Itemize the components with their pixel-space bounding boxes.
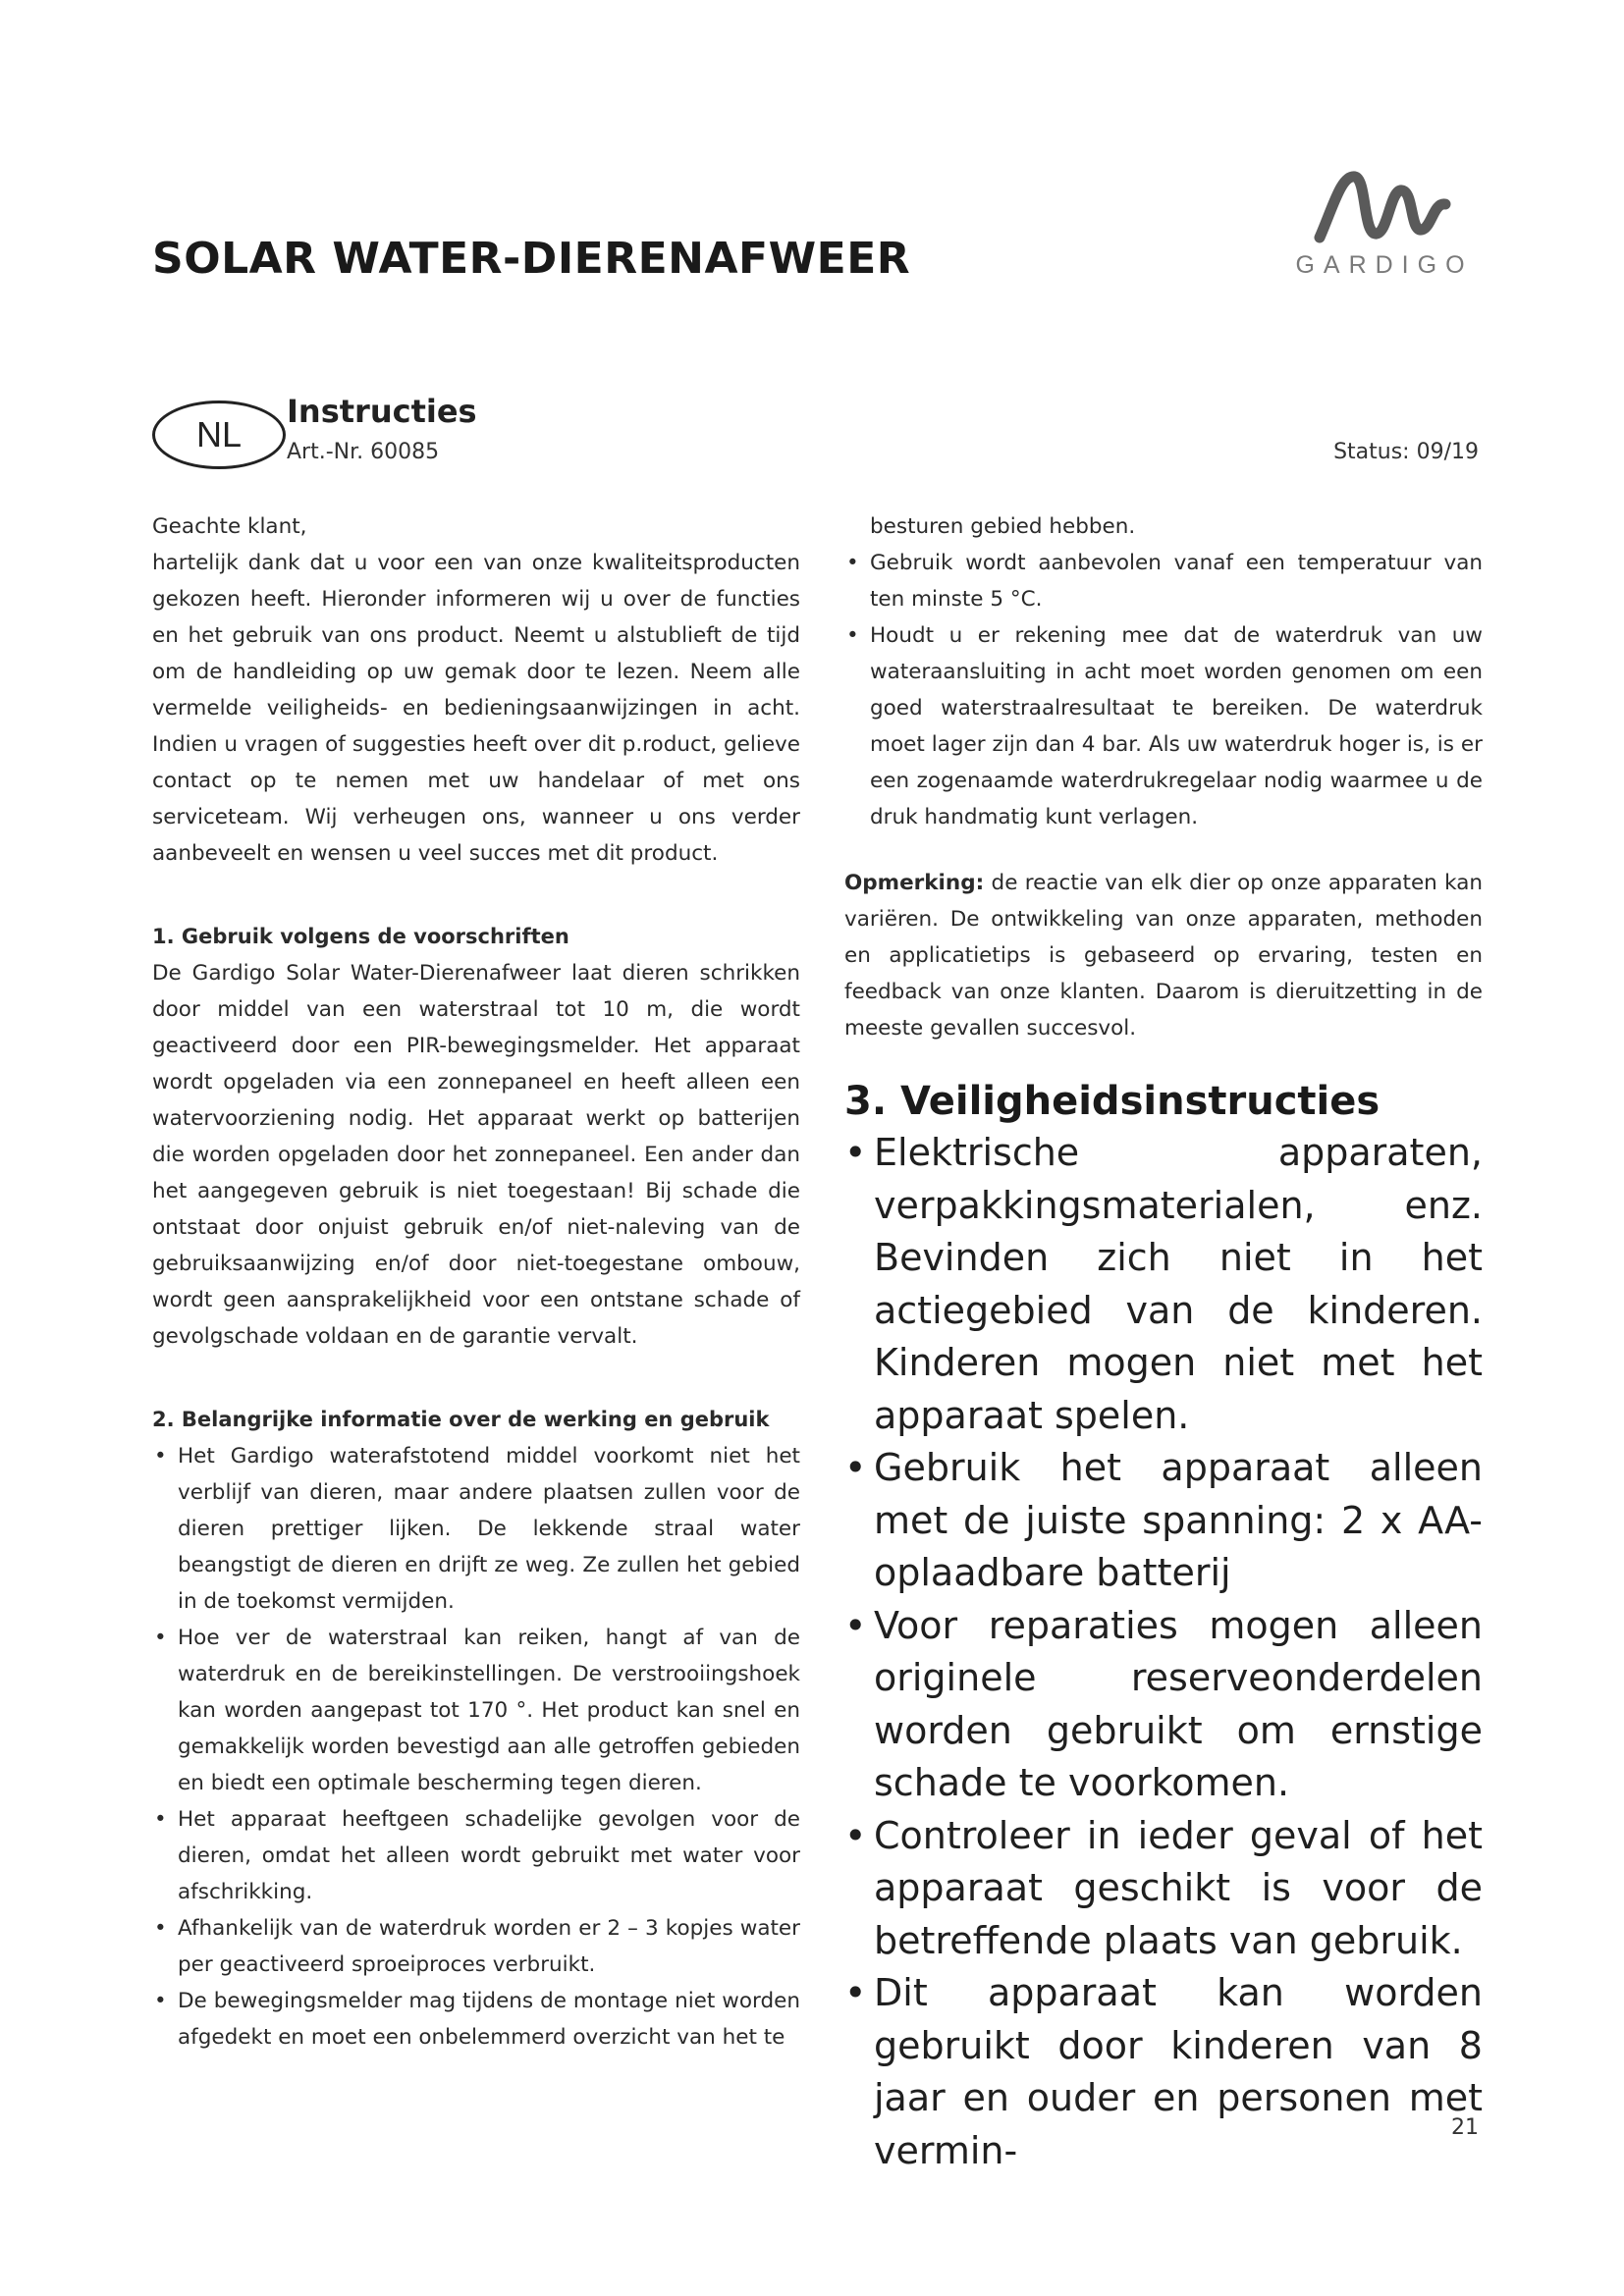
page-number: 21 (1451, 2115, 1479, 2140)
list-item: • Het Gardigo waterafstotend middel voorkomt niet het verblijf van dieren, maar andere plaatsen zullen voor de dieren prettiger lijken. De lekkende straal water beangstigt de dieren en drijft ze weg. Ze zullen het gebied in de toekomst vermijden. (152, 1438, 800, 1620)
list-item: • Dit apparaat kan worden gebruikt door kinderen van 8 jaar en ouder en personen met vermin- (844, 1967, 1483, 2177)
section-1-heading: 1. Gebruik volgens de voorschriften (152, 925, 569, 948)
logo-wordmark: GARDIGO (1295, 251, 1474, 279)
section-2-list (152, 1438, 800, 2056)
note-paragraph (844, 865, 1483, 1046)
right-column (844, 508, 1483, 2177)
intro-text: hartelijk dank dat u voor een van onze kwaliteitsproducten gekozen heeft. Hieronder informeren wij u over de functies en het gebruik van ons product. Neemt u alstublieft de tijd om de handleiding op uw gemak door te lezen. Neem alle vermelde veiligheids- en bedieningsaanwijzingen in acht. Indien u vragen of suggesties heeft over dit p.roduct, gelieve contact op te nemen met uw handelaar of met ons serviceteam. Wij verheugen ons, wanneer u ons verder aanbeveelt en wensen u veel succes met dit product. (152, 551, 800, 866)
note-text: de reactie van elk dier op onze apparaten kan variëren. De ontwikkeling van onze apparaten, methoden en applicatietips is gebaseerd op ervaring, testen en feedback van onze klanten. Daarom is dieruitzetting in de meeste gevallen succesvol. (844, 871, 1483, 1041)
gardigo-wave-icon (1312, 167, 1459, 247)
list-item: • Hoe ver de waterstraal kan reiken, hangt af van de waterdruk en de bereikinstellingen. De verstrooiingshoek kan worden aangepast tot 170 °. Het product kan snel en gemakkelijk worden bevestigd aan alle getroffen gebieden en biedt een optimale bescherming tegen dieren. (152, 1620, 800, 1801)
section-3-heading: 3. Veiligheidsinstructies (844, 1079, 1380, 1124)
document-title: SOLAR WATER-DIERENAFWEER (152, 234, 911, 284)
note-label: Opmerking: (844, 871, 985, 895)
instructions-heading: Instructies (287, 393, 477, 430)
section-2-list-continued (844, 545, 1483, 835)
list-item: • De bewegingsmelder mag tijdens de montage niet worden afgedekt en moet een onbelemmerd overzicht van het te (152, 1983, 800, 2056)
article-number: Art.-Nr. 60085 (287, 440, 440, 464)
list-item: • Controleer in ieder geval of het apparaat geschikt is voor de betreffende plaats van gebruik. (844, 1810, 1483, 1968)
section-1-text: De Gardigo Solar Water-Dierenafweer laat dieren schrikken door middel van een waterstraal tot 10 m, die wordt geactiveerd door een PIR-bewegingsmelder. Het apparaat wordt opgeladen via een zonnepaneel en heeft alleen een watervoorziening nodig. Het apparaat werkt op batterijen die worden opgeladen door het zonnepaneel. Een ander dan het aangegeven gebruik is niet toegestaan! Bij schade die ontstaat door onjuist gebruik en/of niet-naleving van de gebruiksaanwijzing en/of door niet-toegestane ombouw, wordt geen aansprakelijkheid voor een ontstane schade of gevolgschade voldaan en de garantie vervalt. (152, 961, 800, 1349)
language-badge: NL (152, 400, 286, 469)
list-item: • Gebruik wordt aanbevolen vanaf een temperatuur van ten minste 5 °C. (844, 545, 1483, 617)
left-column (152, 508, 800, 2056)
list-item: • Houdt u er rekening mee dat de waterdruk van uw wateraansluiting in acht moet worden genomen om een goed waterstraalresultaat te bereiken. De waterdruk moet lager zijn dan 4 bar. Als uw waterdruk hoger is, is er een zogenaamde waterdrukregelaar nodig waarmee u de druk handmatig kunt verlagen. (844, 617, 1483, 835)
section-2-heading: 2. Belangrijke informatie over de werking en gebruik (152, 1408, 770, 1431)
safety-list (844, 1127, 1483, 2177)
list-item: • Afhankelijk van de waterdruk worden er 2 – 3 kopjes water per geactiveerd sproeiproces verbruikt. (152, 1910, 800, 1983)
gardigo-logo (1286, 167, 1483, 285)
list-item: • Voor reparaties mogen alleen originele reserveonderdelen worden gebruikt om ernstige schade te voorkomen. (844, 1600, 1483, 1810)
list-item: • Elektrische apparaten, verpakkingsmaterialen, enz. Bevinden zich niet in het actiegebied van de kinderen. Kinderen mogen niet met het apparaat spelen. (844, 1127, 1483, 1442)
greeting: Geachte klant, (152, 514, 307, 539)
continuation-text: besturen gebied hebben. (870, 514, 1136, 539)
status-label: Status: 09/19 (1333, 440, 1479, 464)
list-item: • Gebruik het apparaat alleen met de juiste spanning: 2 x AA- oplaadbare batterij (844, 1442, 1483, 1600)
list-item: • Het apparaat heeftgeen schadelijke gevolgen voor de dieren, omdat het alleen wordt gebruikt met water voor afschrikking. (152, 1801, 800, 1910)
